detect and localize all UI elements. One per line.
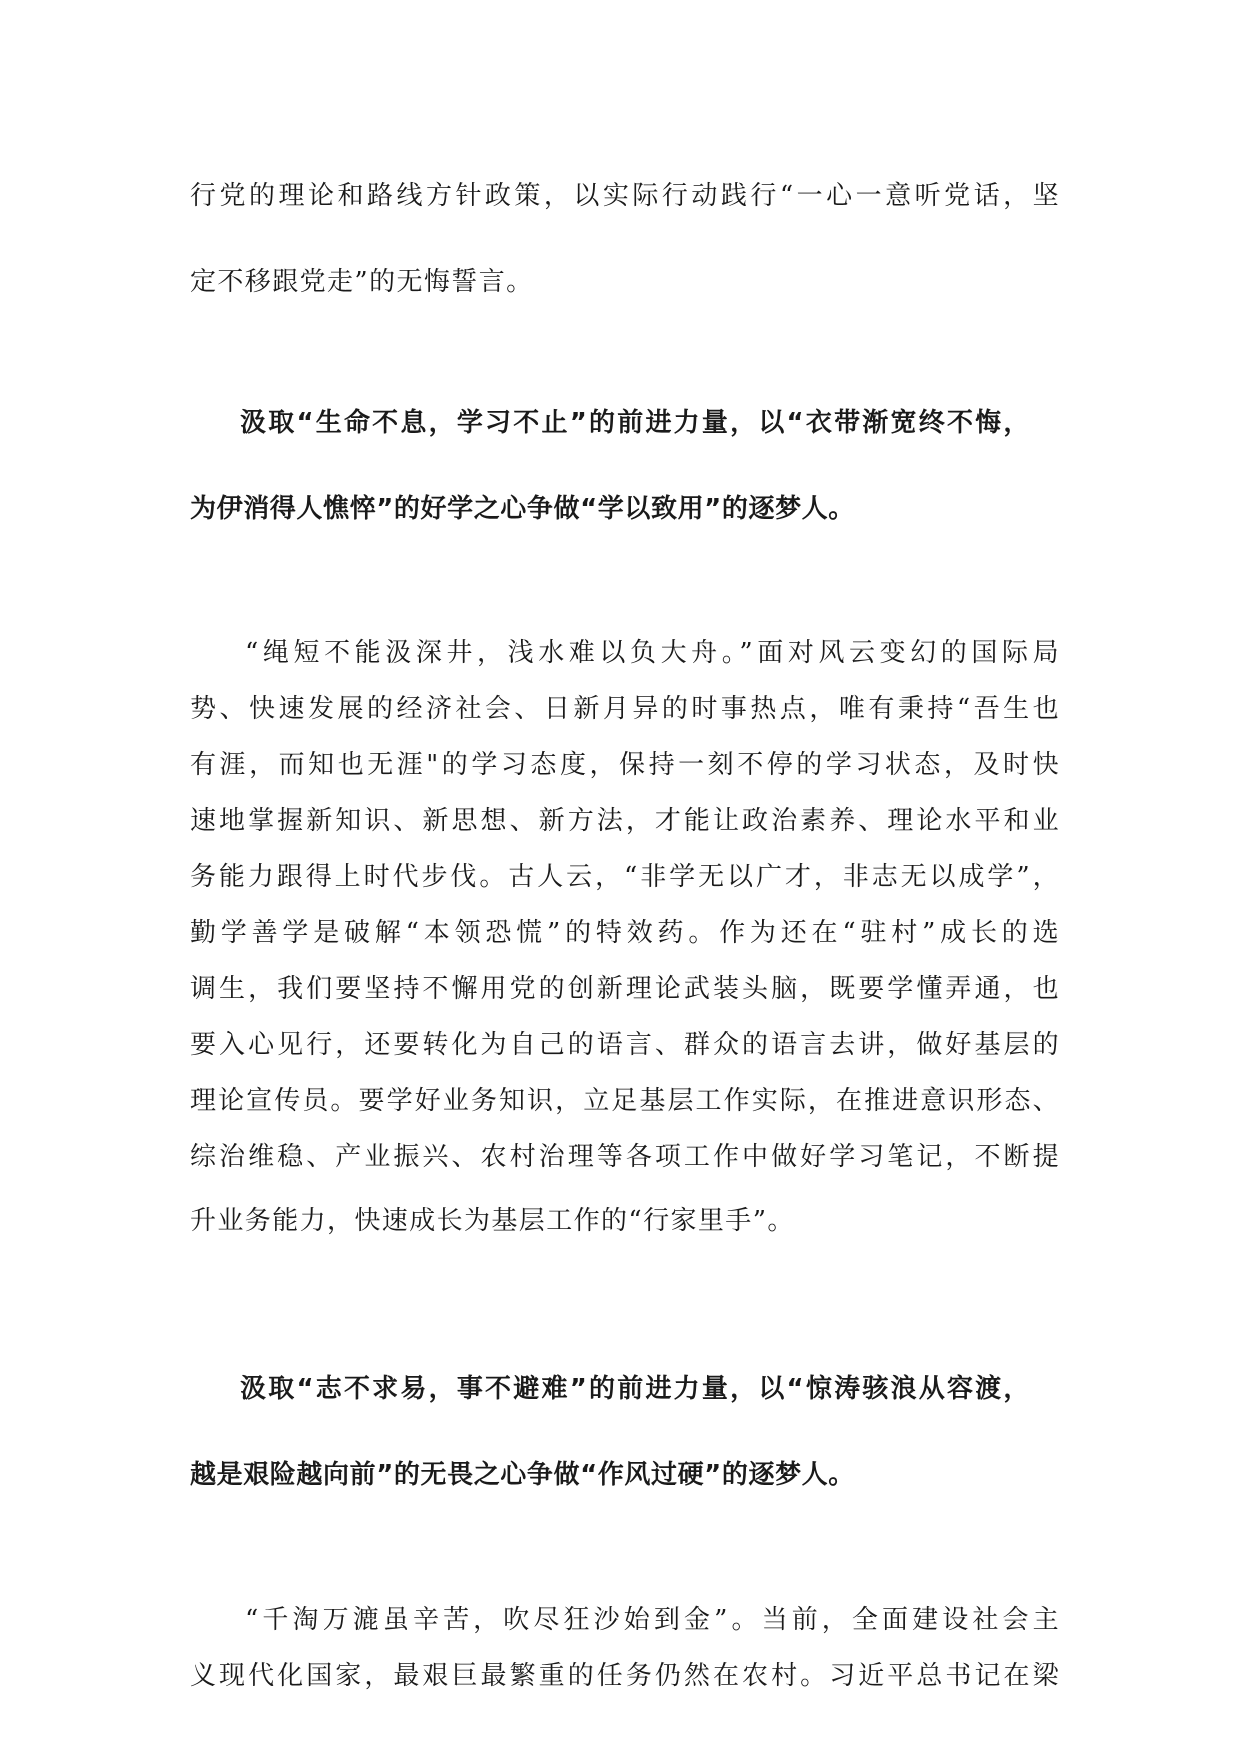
paragraph-3-line-1: “千淘万漉虽辛苦，吹尽狂沙始到金”。当前，全面建设社会主 [245,1605,1060,1635]
paragraph-2-line-4: 速地掌握新知识、新思想、新方法，才能让政治素养、理论水平和业 [190,806,1060,836]
paragraph-2-line-9: 理论宣传员。要学好业务知识，立足基层工作实际，在推进意识形态、 [190,1086,1060,1116]
paragraph-1-line-2: 定不移跟党走”的无悔誓言。 [190,267,534,297]
heading-2-line-2: 越是艰险越向前”的无畏之心争做“作风过硬”的逐梦人。 [190,1460,855,1490]
paragraph-2-line-6: 勤学善学是破解“本领恐慌”的特效药。作为还在“驻村”成长的选 [190,918,1060,948]
heading-1-line-2: 为伊消得人憔悴”的好学之心争做“学以致用”的逐梦人。 [190,494,855,524]
paragraph-2-line-1: “绳短不能汲深井，浅水难以负大舟。”面对风云变幻的国际局 [245,638,1060,668]
heading-1-line-1: 汲取“生命不息，学习不止”的前进力量，以“衣带渐宽终不悔， [240,408,1030,438]
paragraph-2-line-8: 要入心见行，还要转化为自己的语言、群众的语言去讲，做好基层的 [190,1030,1060,1060]
paragraph-2-line-2: 势、快速发展的经济社会、日新月异的时事热点，唯有秉持“吾生也 [190,694,1060,724]
paragraph-2-line-10: 综治维稳、产业振兴、农村治理等各项工作中做好学习笔记，不断提 [190,1142,1060,1172]
paragraph-1-line-1: 行党的理论和路线方针政策，以实际行动践行“一心一意听党话，坚 [190,181,1060,211]
paragraph-3-line-2: 义现代化国家，最艰巨最繁重的任务仍然在农村。习近平总书记在梁 [190,1661,1060,1691]
paragraph-2-line-3: 有涯，而知也无涯"的学习态度，保持一刻不停的学习状态，及时快 [190,750,1060,780]
paragraph-2-line-5: 务能力跟得上时代步伐。古人云，“非学无以广才，非志无以成学”， [190,862,1060,892]
heading-2-line-1: 汲取“志不求易，事不避难”的前进力量，以“惊涛骇浪从容渡， [240,1374,1030,1404]
paragraph-2-line-11: 升业务能力，快速成长为基层工作的“行家里手”。 [190,1206,795,1236]
paragraph-2-line-7: 调生，我们要坚持不懈用党的创新理论武装头脑，既要学懂弄通，也 [190,974,1060,1004]
